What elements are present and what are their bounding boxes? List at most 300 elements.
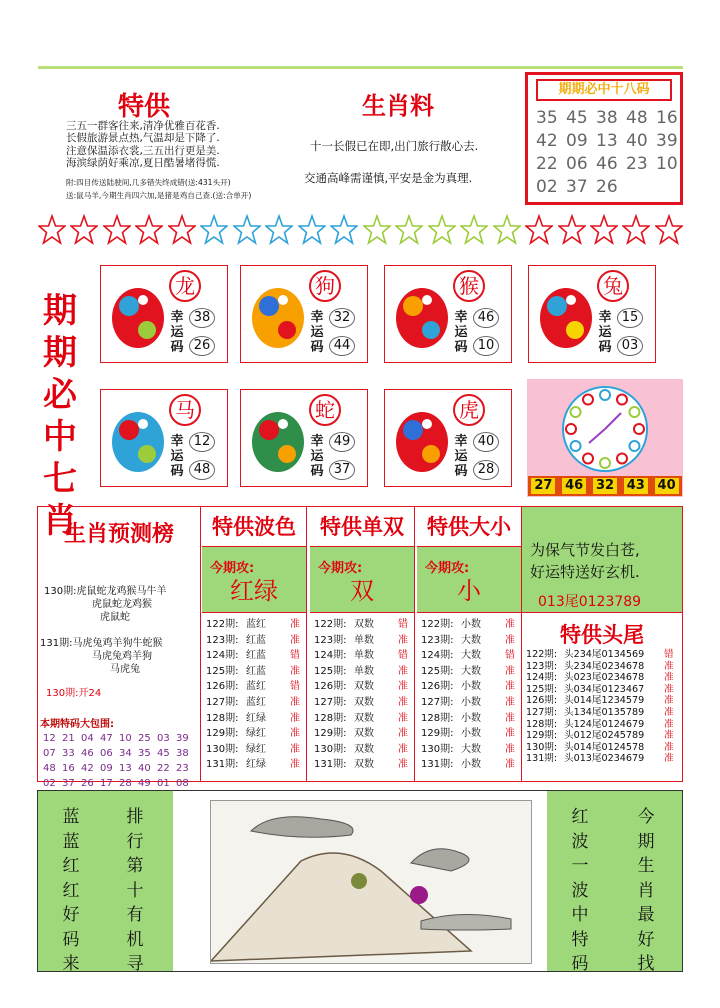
clock-dot (629, 407, 639, 417)
clock-dot (571, 441, 581, 451)
period: 131期: (314, 759, 347, 771)
prediction-open: 130期:开24 (46, 688, 102, 699)
clock-number-strip (528, 476, 682, 496)
result-value: 双数 (354, 712, 374, 724)
lucky-number: 12 (189, 432, 215, 452)
big-number: 13 (119, 763, 132, 774)
period: 125期: (421, 665, 454, 677)
big-number: 12 (43, 733, 56, 744)
result-value: 头234尾0134569 (564, 649, 645, 660)
history-row (421, 742, 521, 758)
period: 124期: (206, 650, 239, 662)
top-divider (38, 66, 683, 69)
zodiac-paper-cut-icon (391, 276, 453, 356)
prediction-line: 马虎兔鸡羊狗 (92, 651, 152, 662)
hit-mark: 准 (398, 743, 408, 755)
result-value: 蓝红 (246, 681, 266, 693)
history-row (314, 757, 414, 773)
hit-mark: 准 (398, 728, 408, 740)
lucky-number: 37 (329, 460, 355, 480)
result-value: 绿红 (246, 728, 266, 740)
zodiac-name: 猴 (453, 270, 485, 302)
big-numbers-title: 本期特码大包围: (40, 719, 114, 730)
result-value: 大数 (461, 665, 481, 677)
period: 126期: (314, 681, 347, 693)
verse-char: 好 (62, 905, 80, 925)
verse-char: 波 (571, 880, 589, 901)
result-value: 双数 (354, 728, 374, 740)
verse-column (569, 805, 591, 977)
clock-dot (629, 441, 639, 451)
big-number: 45 (157, 748, 170, 759)
history-row (421, 648, 521, 664)
history-row (206, 633, 306, 649)
hit-mark: 准 (398, 712, 408, 724)
period: 122期: (526, 649, 558, 660)
prediction-130 (44, 585, 166, 624)
hit-mark: 准 (505, 728, 515, 740)
history-row (314, 742, 414, 758)
history-row (206, 695, 306, 711)
zodiac-card (240, 265, 368, 363)
lucky-number: 44 (329, 336, 355, 356)
period: 124期: (314, 650, 347, 662)
poem-line: 长假旅游景点热,气温却是下降了. (66, 132, 220, 145)
poem-line: 注意保温添衣裳,三五出行更是美. (66, 144, 220, 157)
period: 123期: (421, 634, 454, 646)
star-icon (38, 214, 66, 246)
verse-char: 红 (62, 856, 80, 876)
attack-label: 今期攻: (210, 561, 255, 576)
verse-char: 有 (126, 905, 144, 925)
star-icon (200, 214, 228, 246)
period: 127期: (421, 696, 454, 708)
period: 123期: (526, 660, 558, 672)
verse-char: 蓝 (62, 831, 80, 852)
hit-mark: 准 (505, 681, 515, 693)
period: 124期: (421, 650, 454, 662)
history-row (421, 633, 521, 649)
period: 131期: (421, 759, 454, 771)
eighteen-title-frame (536, 79, 672, 101)
lucky-number: 38 (189, 308, 215, 328)
result-value: 单数 (354, 634, 374, 646)
period: 129期: (526, 730, 558, 742)
lucky-code-char: 码 (170, 340, 184, 355)
period: 129期: (206, 728, 239, 740)
history-row (421, 726, 521, 742)
verse-char: 好 (637, 929, 655, 950)
big-number: 07 (43, 748, 56, 759)
zodiac-card (384, 265, 512, 363)
history-row (206, 617, 306, 633)
odd-even-pick (310, 547, 414, 613)
prediction-title: 生肖预测榜 (64, 522, 175, 547)
clock-dot (634, 424, 644, 434)
result-value: 大数 (461, 650, 481, 662)
zodiac-card (528, 265, 656, 363)
hit-mark: 错 (290, 650, 300, 662)
zodiac-paper-cut-icon (247, 276, 309, 356)
period: 122期: (421, 619, 454, 630)
star-icon (395, 214, 423, 246)
note-line: 送:鼠马羊,今期生肖四六加,是猪是鸡自己查.(送:合单开) (66, 191, 252, 200)
special-notes (66, 176, 306, 202)
hit-mark: 错 (664, 649, 674, 660)
lucky-code-char: 码 (454, 464, 468, 479)
big-number: 01 (157, 778, 170, 789)
attack-value: 双 (350, 577, 374, 605)
verse-char: 第 (126, 856, 144, 876)
history-row (206, 679, 306, 695)
title-char: 期 (43, 291, 77, 331)
big-number: 03 (157, 733, 170, 744)
hit-mark: 错 (398, 650, 408, 662)
hit-mark: 准 (290, 665, 300, 677)
verse-char: 排 (126, 807, 144, 827)
hit-mark: 准 (664, 741, 674, 753)
hit-mark: 准 (290, 728, 300, 740)
size-title: 特供大小 (417, 507, 521, 547)
big-number: 23 (176, 763, 189, 774)
zodiac-name: 龙 (169, 270, 201, 302)
attack-value: 红绿 (230, 577, 278, 605)
period: 128期: (526, 718, 558, 730)
clock-dot (571, 407, 581, 417)
size-pick (417, 547, 521, 613)
clock-number: 27 (531, 478, 555, 494)
history-row (526, 695, 682, 707)
history-row (206, 742, 306, 758)
verse-char: 机 (126, 929, 144, 950)
hit-mark: 准 (398, 696, 408, 708)
prediction-line: 虎鼠蛇 (100, 612, 130, 623)
hit-mark: 准 (290, 696, 300, 708)
left-verse-panel (38, 791, 173, 974)
result-value: 双数 (354, 743, 374, 755)
lucky-number: 49 (329, 432, 355, 452)
eighteen-number-grid (536, 107, 680, 199)
period: 129期: (421, 728, 454, 740)
result-value: 大数 (461, 634, 481, 646)
zodiac-prediction-ranking (38, 507, 201, 789)
hit-mark: 准 (664, 683, 674, 695)
verse-char: 红 (571, 807, 589, 827)
title-char: 肖 (43, 501, 77, 541)
period: 128期: (421, 712, 454, 724)
period: 125期: (314, 665, 347, 677)
lucky-number: 42 (536, 131, 558, 151)
verse-char: 波 (571, 831, 589, 852)
result-value: 头034尾0123467 (564, 683, 645, 695)
history-row (206, 664, 306, 680)
period: 128期: (206, 712, 239, 724)
title-char: 必 (43, 375, 77, 415)
zodiac-card (100, 265, 228, 363)
zodiac-paper-cut-icon (247, 400, 309, 480)
zodiac-card (384, 389, 512, 487)
tail-pick: 013尾0123789 (538, 594, 642, 610)
star-icon (590, 214, 618, 246)
verse-char: 特 (571, 929, 589, 950)
hit-mark: 准 (290, 634, 300, 646)
period: 126期: (206, 681, 239, 693)
star-icon (622, 214, 650, 246)
verse-char: 红 (62, 880, 80, 901)
star-icon (168, 214, 196, 246)
period: 130期: (526, 741, 558, 753)
clock-number: 32 (593, 478, 617, 494)
big-number: 34 (119, 748, 132, 759)
lucky-number: 38 (596, 108, 618, 128)
big-number: 37 (62, 778, 75, 789)
clock-number: 40 (655, 478, 679, 494)
lucky-number: 35 (536, 108, 558, 128)
big-number: 48 (43, 763, 56, 774)
wave-color-column (202, 507, 307, 781)
result-value: 头014尾0124578 (564, 741, 645, 753)
odd-even-column (310, 507, 415, 781)
hit-mark: 准 (505, 712, 515, 724)
wave-pick (202, 547, 306, 613)
star-icon (265, 214, 293, 246)
lucky-number: 03 (617, 336, 643, 356)
hit-mark: 准 (290, 619, 300, 630)
lucky-code-char: 幸 (454, 434, 468, 449)
verse-char: 肖 (637, 880, 655, 901)
hit-mark: 准 (290, 743, 300, 755)
zodiac-card (240, 389, 368, 487)
hit-mark: 错 (290, 681, 300, 693)
zodiac-card (100, 389, 228, 487)
big-number: 28 (119, 778, 132, 789)
lucky-code-label (309, 434, 325, 479)
period: 126期: (526, 695, 558, 707)
history-row (314, 679, 414, 695)
big-number: 04 (81, 733, 94, 744)
clock-icon (527, 379, 683, 479)
zodiac-material-line: 十一长假已在即,出门旅行散心去. (310, 139, 479, 153)
period: 122期: (206, 619, 239, 630)
history-row (526, 753, 682, 765)
verse-char: 最 (637, 905, 655, 925)
history-row (526, 649, 682, 661)
hit-mark: 准 (505, 759, 515, 771)
zodiac-name: 狗 (309, 270, 341, 302)
lucky-code-char: 运 (454, 449, 468, 464)
verse-char: 码 (571, 954, 589, 974)
wave-title: 特供波色 (202, 507, 306, 547)
history-row (206, 711, 306, 727)
hit-mark: 准 (398, 759, 408, 771)
title-char: 期 (43, 333, 77, 373)
verse-char: 十 (126, 880, 144, 901)
period: 130期: (314, 743, 347, 755)
verse-char: 今 (637, 807, 655, 827)
history-row (526, 672, 682, 684)
hit-mark: 准 (398, 681, 408, 693)
result-value: 双数 (354, 681, 374, 693)
verse-char: 寻 (126, 954, 144, 974)
star-icon (428, 214, 456, 246)
period: 126期: (421, 681, 454, 693)
clock-dot (583, 453, 593, 463)
hit-mark: 错 (398, 619, 408, 630)
attack-value: 小 (457, 577, 481, 605)
lucky-code-char: 幸 (310, 434, 324, 449)
history-row (421, 695, 521, 711)
result-value: 蓝红 (246, 696, 266, 708)
history-row (314, 726, 414, 742)
result-value: 小数 (461, 712, 481, 724)
clock-dot (566, 424, 576, 434)
lucky-number: 15 (617, 308, 643, 328)
history-row (206, 726, 306, 742)
period: 124期: (526, 672, 558, 684)
verse-char: 码 (62, 929, 80, 950)
verse-char: 行 (126, 831, 144, 852)
result-value: 蓝红 (246, 619, 266, 630)
verse-column (124, 805, 146, 977)
size-history (417, 613, 521, 773)
big-number: 46 (81, 748, 94, 759)
big-number: 33 (62, 748, 75, 759)
poem-line: 三五一群客往来,清净优雅百花香. (66, 120, 220, 132)
result-value: 大数 (461, 743, 481, 755)
star-icon (330, 214, 358, 246)
head-tail-slogan (522, 507, 682, 613)
period: 128期: (314, 712, 347, 724)
result-value: 头124尾0124679 (564, 718, 645, 730)
eighteen-title: 期期必中十八码 (538, 81, 670, 99)
poem-line: 海滨绿荫好乘凉,夏日酷暑堵得慌. (66, 157, 220, 170)
star-icon (363, 214, 391, 246)
history-row (314, 617, 414, 633)
big-number: 02 (43, 778, 56, 789)
big-number: 09 (100, 763, 113, 774)
period: 130期: (206, 743, 239, 755)
eighteen-numbers-box (525, 72, 683, 205)
star-icon (655, 214, 683, 246)
lucky-code-label (309, 310, 325, 355)
star-icon (233, 214, 261, 246)
hit-mark: 错 (505, 650, 515, 662)
landscape-illustration (210, 800, 532, 964)
verse-char: 一 (571, 856, 589, 876)
lucky-code-char: 幸 (170, 434, 184, 449)
verse-char: 生 (637, 856, 655, 876)
special-title: 特供 (118, 92, 171, 122)
size-column (417, 507, 522, 781)
prediction-line: 马虎兔 (110, 664, 140, 675)
right-verse-panel (547, 791, 682, 974)
lucky-number: 09 (566, 131, 588, 151)
lucky-number: 46 (473, 308, 499, 328)
verse-char: 来 (62, 954, 80, 974)
lucky-number: 39 (656, 131, 678, 151)
clock-dot (583, 395, 593, 405)
hit-mark: 准 (664, 718, 674, 730)
seven-zodiac-title (40, 290, 80, 542)
period: 122期: (314, 619, 347, 630)
lucky-code-char: 运 (170, 449, 184, 464)
big-number: 42 (81, 763, 94, 774)
result-value: 双数 (354, 619, 374, 630)
history-row (421, 757, 521, 773)
result-value: 红蓝 (246, 650, 266, 662)
verse-char: 找 (637, 954, 655, 974)
period: 123期: (206, 634, 239, 646)
clock-number: 46 (562, 478, 586, 494)
big-number: 39 (176, 733, 189, 744)
lucky-code-label (169, 434, 185, 479)
result-value: 绿红 (246, 743, 266, 755)
history-row (314, 711, 414, 727)
clock-dot (600, 390, 610, 400)
head-tail-title: 特供头尾 (560, 623, 644, 647)
period: 127期: (206, 696, 239, 708)
attack-label: 今期攻: (425, 561, 470, 576)
result-value: 双数 (354, 696, 374, 708)
hit-mark: 准 (664, 706, 674, 718)
odd-even-title: 特供单双 (310, 507, 414, 547)
big-number: 22 (157, 763, 170, 774)
result-value: 头014尾1234579 (564, 695, 645, 707)
lucky-number: 40 (626, 131, 648, 151)
lucky-code-label (453, 310, 469, 355)
lucky-number: 10 (656, 154, 678, 174)
result-value: 单数 (354, 665, 374, 677)
hit-mark: 准 (290, 759, 300, 771)
lucky-code-char: 码 (454, 340, 468, 355)
big-number: 40 (138, 763, 151, 774)
lucky-number: 26 (189, 336, 215, 356)
period: 125期: (206, 665, 239, 677)
result-value: 头012尾0245789 (564, 730, 645, 742)
history-row (526, 730, 682, 742)
hit-mark: 准 (505, 619, 515, 630)
history-row (314, 648, 414, 664)
big-number: 21 (62, 733, 75, 744)
lucky-number: 48 (626, 108, 648, 128)
zodiac-name: 虎 (453, 394, 485, 426)
history-row (206, 757, 306, 773)
lucky-code-label (597, 310, 613, 355)
lucky-number: 40 (473, 432, 499, 452)
zodiac-paper-cut-icon (107, 400, 169, 480)
star-icon (298, 214, 326, 246)
big-number: 10 (119, 733, 132, 744)
lucky-number: 16 (656, 108, 678, 128)
prediction-line: 131期:马虎兔鸡羊狗牛蛇猴 (40, 638, 163, 649)
verse-column (635, 805, 657, 977)
result-value: 单数 (354, 650, 374, 662)
history-row (314, 695, 414, 711)
lucky-number: 02 (536, 177, 558, 197)
lucky-code-char: 码 (598, 340, 612, 355)
slogan-line: 好运特送好玄机. (530, 563, 640, 581)
lucky-number: 10 (473, 336, 499, 356)
period: 123期: (314, 634, 347, 646)
clock-dot (617, 395, 627, 405)
wave-history (202, 613, 306, 773)
verse-char: 期 (637, 831, 655, 852)
lucky-code-char: 码 (310, 464, 324, 479)
result-value: 红绿 (246, 759, 266, 771)
star-icon (493, 214, 521, 246)
hit-mark: 准 (664, 730, 674, 742)
hit-mark: 准 (398, 634, 408, 646)
